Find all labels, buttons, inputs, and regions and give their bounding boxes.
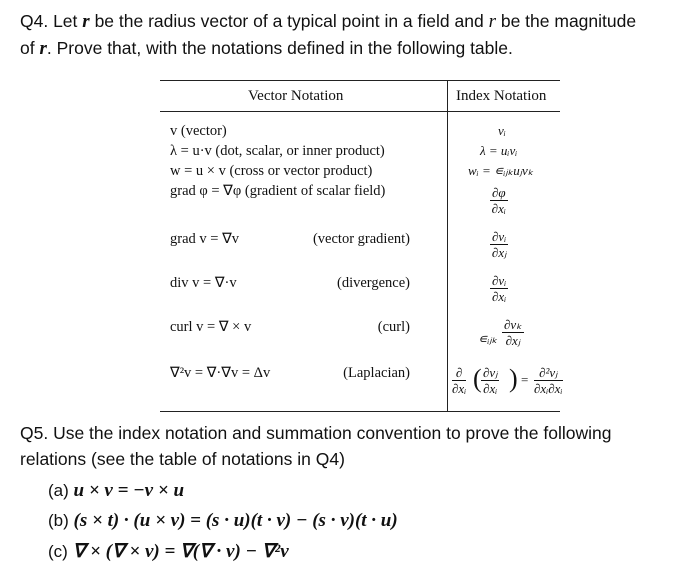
row-curl: curl v = ∇ × v <box>170 319 252 335</box>
item-label: (a) <box>48 481 69 500</box>
item-expression: ∇ × (∇ × v) = ∇(∇ · v) − ∇²v <box>72 541 289 562</box>
item-label: (c) <box>48 542 68 561</box>
header-vector-notation: Vector Notation <box>248 88 344 104</box>
row-cross-product: w = u × v (cross or vector product) <box>170 163 373 179</box>
row-laplacian: ∇²v = ∇·∇v = Δv <box>170 365 271 381</box>
paren-open: ( <box>473 364 482 393</box>
idx-laplacian-result: $\frac{\text{∂²vⱼ}}{\text{∂xᵢ∂xᵢ}}$ <box>534 365 563 396</box>
idx-curl: $\frac{\text{∂vₖ}}{\text{∂xⱼ}}$ <box>504 317 522 348</box>
item-expression: u × v = −v × u <box>73 480 185 501</box>
idx-laplacian-equals: = <box>521 372 529 387</box>
question-4 <box>20 8 690 62</box>
q5-line2: relations (see the table of notations in Q4) <box>20 449 345 469</box>
row-vector: v (vector) <box>170 123 227 139</box>
paren-close: ) <box>509 364 518 393</box>
idx-dot-product: λ = uᵢvᵢ <box>480 143 518 158</box>
idx-laplacian-inner: $\frac{\text{∂vⱼ}}{\text{∂xᵢ}}$ <box>483 365 498 396</box>
q4-line2-end: . Prove that, with the notations defined in the following table. <box>46 38 513 58</box>
q4-text-end: be the magnitude <box>500 11 637 31</box>
question-5 <box>20 420 690 472</box>
idx-divergence: $\frac{\text{∂vᵢ}}{\text{∂xᵢ}}$ <box>492 273 507 304</box>
q5-item-c <box>48 540 289 563</box>
idx-grad-vector: $\frac{\text{∂vᵢ}}{\text{∂xⱼ}}$ <box>491 229 507 260</box>
row-grad-vector: grad v = ∇v <box>170 231 240 247</box>
table-header-divider <box>160 111 560 112</box>
notation-table <box>160 80 563 412</box>
idx-cross-product: wᵢ = ∊ᵢⱼₖuⱼvₖ <box>468 163 534 178</box>
q4-line2-start: of <box>20 38 35 58</box>
row-dot-product: λ = u·v (dot, scalar, or inner product) <box>170 143 385 159</box>
r-vector-symbol-2: r <box>39 38 47 59</box>
q5-line1: Q5. Use the index notation and summation convention to prove the following <box>20 423 612 443</box>
desc-divergence: (divergence) <box>337 275 410 291</box>
r-magnitude-symbol: r <box>488 11 496 32</box>
idx-laplacian-outer: ∂ ∂xᵢ <box>452 365 467 396</box>
desc-curl: (curl) <box>377 319 410 335</box>
desc-laplacian: (Laplacian) <box>343 365 410 381</box>
q4-text-start: Q4. Let <box>20 11 78 31</box>
row-divergence: div v = ∇·v <box>170 275 237 291</box>
q4-text-mid: be the radius vector of a typical point in a field and <box>94 11 484 31</box>
r-vector-symbol: r <box>82 11 90 32</box>
idx-grad-scalar: $\frac{\partial\varphi}{\text{∂xᵢ}}$ <box>491 185 506 216</box>
idx-curl-permutation: ∊ᵢⱼₖ <box>478 331 498 346</box>
table-column-divider <box>447 81 448 411</box>
row-grad-scalar: grad φ = ∇φ (gradient of scalar field) <box>170 183 386 199</box>
q5-item-b <box>48 510 398 532</box>
idx-vector: vᵢ <box>498 123 506 138</box>
item-expression: (s × t) · (u × v) = (s · u)(t · v) − (s · v)(t · u) <box>73 510 398 531</box>
item-label: (b) <box>48 511 69 530</box>
q5-item-a <box>48 480 184 502</box>
desc-grad-vector: (vector gradient) <box>312 231 410 247</box>
header-index-notation: Index Notation <box>456 88 547 104</box>
